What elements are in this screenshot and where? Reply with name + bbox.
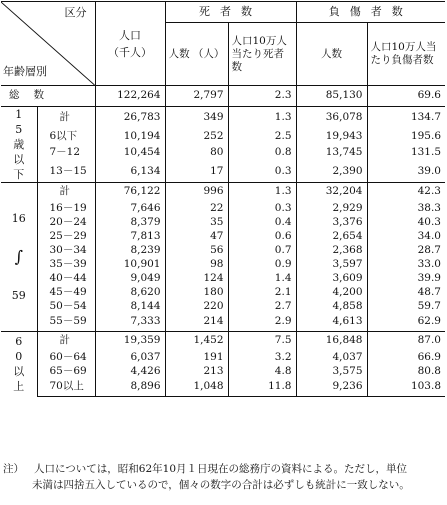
deaths-cell: 1,048 [165,379,228,397]
population-cell: 19,359 [95,332,165,351]
table-row [1,272,445,286]
population-cell: 9,049 [95,272,165,286]
age-range-label: 55－59 [37,314,95,332]
death-rate-cell: 3.2 [228,351,296,365]
age-range-label: 35－39 [37,258,95,272]
table-row [1,351,445,365]
population-cell: 8,239 [95,244,165,258]
death-rate-cell: 0.8 [228,145,296,161]
injury-rate-cell: 39.0 [417,164,441,177]
subtotal-label: 計 [37,183,95,202]
injury-rate-cell: 131.5 [410,146,441,159]
table-row [1,365,445,379]
table-row [1,202,445,216]
age-range-label: 25－29 [37,230,95,244]
footnote [3,461,443,493]
deaths-rate-header: 人口10万人当たり死者数 [228,23,296,86]
population-cell: 7,333 [95,314,165,332]
deaths-cell: 17 [165,161,228,182]
age-range-label: 70以上 [37,379,95,397]
age-range-label: 20－24 [37,216,95,230]
deaths-cell: 349 [165,107,228,129]
injured-cell: 9,236 [296,379,367,397]
injured-count-header: 人数 [296,23,367,86]
age-range-label: 6以下 [37,129,95,145]
death-rate-cell: 2.5 [228,129,296,145]
deaths-group-header: 死者数 [165,2,296,23]
injured-cell: 36,078 [296,107,367,129]
population-cell: 7,646 [95,202,165,216]
injured-cell: 3,609 [296,272,367,286]
injured-cell: 3,575 [296,365,367,379]
death-rate-cell: 0.3 [228,161,296,182]
injury-rate-cell: 42.3 [367,183,445,202]
deaths-cell: 56 [165,244,228,258]
injured-cell: 2,929 [296,202,367,216]
injured-cell: 4,037 [296,351,367,365]
age-group-side-mid: ∫ [14,247,23,266]
population-cell: 76,122 [95,183,165,202]
injury-rate-cell: 62.9 [417,315,441,328]
deaths-cell: 35 [165,216,228,230]
deaths-cell: 124 [165,272,228,286]
table-row [1,145,445,161]
table-row [1,244,445,258]
deaths-cell: 98 [165,258,228,272]
age-group-rows [1,107,445,397]
age-range-label: 13－15 [37,161,95,182]
age-range-label: 60－64 [37,351,95,365]
age-group-side-top: 16 [11,212,26,225]
injury-rate-cell: 40.3 [417,215,441,228]
death-rate-cell: 7.5 [228,332,296,351]
population-cell: 10,194 [95,129,165,145]
population-cell: 6,037 [95,351,165,365]
traffic-accident-age-table [1,1,445,397]
injury-rate-cell: 66.9 [417,350,441,363]
injured-cell: 4,200 [296,286,367,300]
death-rate-cell: 0.3 [228,202,296,216]
age-group-name: 60以上 [13,335,25,394]
deaths-cell: 996 [165,183,228,202]
injury-rate-cell: 134.7 [367,107,445,129]
corner-header-cell [1,2,95,86]
population-cell: 7,813 [95,230,165,244]
deaths-cell: 22 [165,202,228,216]
population-cell: 26,783 [95,107,165,129]
injury-rate-cell: 34.0 [417,229,441,242]
injury-rate-cell: 59.7 [417,299,441,312]
deaths-cell: 252 [165,129,228,145]
total-death-rate: 2.3 [228,86,296,107]
age-range-label: 50－54 [37,300,95,314]
subtotal-label: 計 [37,107,95,129]
population-cell: 6,134 [95,161,165,182]
deaths-cell: 180 [165,286,228,300]
population-cell: 8,144 [95,300,165,314]
population-cell: 10,454 [95,145,165,161]
table-row [1,379,445,397]
footnote-line2: 未満は四捨五入しているので，個々の数字の合計は必ずしも統計に一致しない。 [32,479,410,491]
table-row [1,300,445,314]
deaths-cell: 213 [165,365,228,379]
injured-cell: 3,376 [296,216,367,230]
table-row [1,161,445,182]
table-row [1,258,445,272]
injured-cell: 4,613 [296,314,367,332]
injury-rate-cell: 38.3 [417,201,441,214]
injury-rate-cell: 33.0 [417,257,441,270]
age-group-side-label [1,183,37,332]
injured-cell: 4,858 [296,300,367,314]
kubun-label: 区分 [64,6,87,19]
age-range-label: 40－44 [37,272,95,286]
footnote-prefix: 注） [3,463,24,475]
death-rate-cell: 0.4 [228,216,296,230]
group-subtotal-row [1,107,445,129]
injured-group-header: 負傷者数 [296,2,445,23]
deaths-cell: 220 [165,300,228,314]
death-rate-cell: 2.1 [228,286,296,300]
death-rate-cell: 2.7 [228,300,296,314]
table-row [1,129,445,145]
injured-rate-header: 人口10万人当たり負傷者数 [370,41,437,66]
total-injured: 85,130 [296,86,367,107]
total-deaths: 2,797 [165,86,228,107]
death-rate-cell: 0.9 [228,258,296,272]
total-injury-rate: 69.6 [367,86,445,107]
population-cell: 8,896 [95,379,165,397]
deaths-cell: 1,452 [165,332,228,351]
deaths-cell: 47 [165,230,228,244]
injury-rate-cell: 48.7 [417,285,441,298]
death-rate-cell: 4.8 [228,365,296,379]
age-group-side-label [1,107,37,183]
age-group-name: 15歳以下 [13,108,25,181]
injured-cell: 3,597 [296,258,367,272]
injured-cell: 2,368 [296,244,367,258]
total-label: 総数 [1,86,95,107]
deaths-cell: 191 [165,351,228,365]
injury-rate-cell: 103.8 [367,379,445,397]
table-row [1,216,445,230]
table-row [1,314,445,332]
injured-cell: 2,654 [296,230,367,244]
injured-cell: 19,943 [296,129,367,145]
deaths-cell: 80 [165,145,228,161]
injury-rate-cell: 195.6 [410,130,441,143]
injury-rate-cell: 28.7 [417,243,441,256]
age-group-side-bottom: 59 [11,289,26,302]
injured-cell: 2,390 [296,161,367,182]
age-range-label: 45－49 [37,286,95,300]
age-range-label: 7－12 [37,145,95,161]
population-header: 人口 （千人） [95,2,165,86]
population-cell: 4,426 [95,365,165,379]
deaths-count-header: 人数 （人） [165,23,228,86]
death-rate-cell: 2.9 [228,314,296,332]
death-rate-cell: 1.3 [228,183,296,202]
table-row [1,286,445,300]
death-rate-cell: 0.7 [228,244,296,258]
total-row [1,86,445,107]
death-rate-cell: 1.4 [228,272,296,286]
death-rate-cell: 11.8 [228,379,296,397]
footnote-line1: 人口については，昭和62年10月１日現在の総務庁の資料による。ただし，単位 [34,463,408,475]
age-range-label: 65－69 [37,365,95,379]
injured-cell: 32,204 [296,183,367,202]
injury-rate-cell: 87.0 [367,332,445,351]
injury-rate-cell: 39.9 [417,271,441,284]
group-subtotal-row [1,332,445,351]
injury-rate-cell: 80.8 [417,364,441,377]
total-population: 122,264 [95,86,165,107]
subtotal-label: 計 [37,332,95,351]
death-rate-cell: 1.3 [228,107,296,129]
group-subtotal-row [1,183,445,202]
population-cell: 10,901 [95,258,165,272]
deaths-cell: 214 [165,314,228,332]
injured-cell: 16,848 [296,332,367,351]
age-range-label: 16－19 [37,202,95,216]
population-cell: 8,620 [95,286,165,300]
injured-cell: 13,745 [296,145,367,161]
age-group-label: 年齢層別 [3,65,47,79]
population-cell: 8,379 [95,216,165,230]
death-rate-cell: 0.6 [228,230,296,244]
age-range-label: 30－34 [37,244,95,258]
table-row [1,230,445,244]
age-group-side-label [1,332,37,397]
